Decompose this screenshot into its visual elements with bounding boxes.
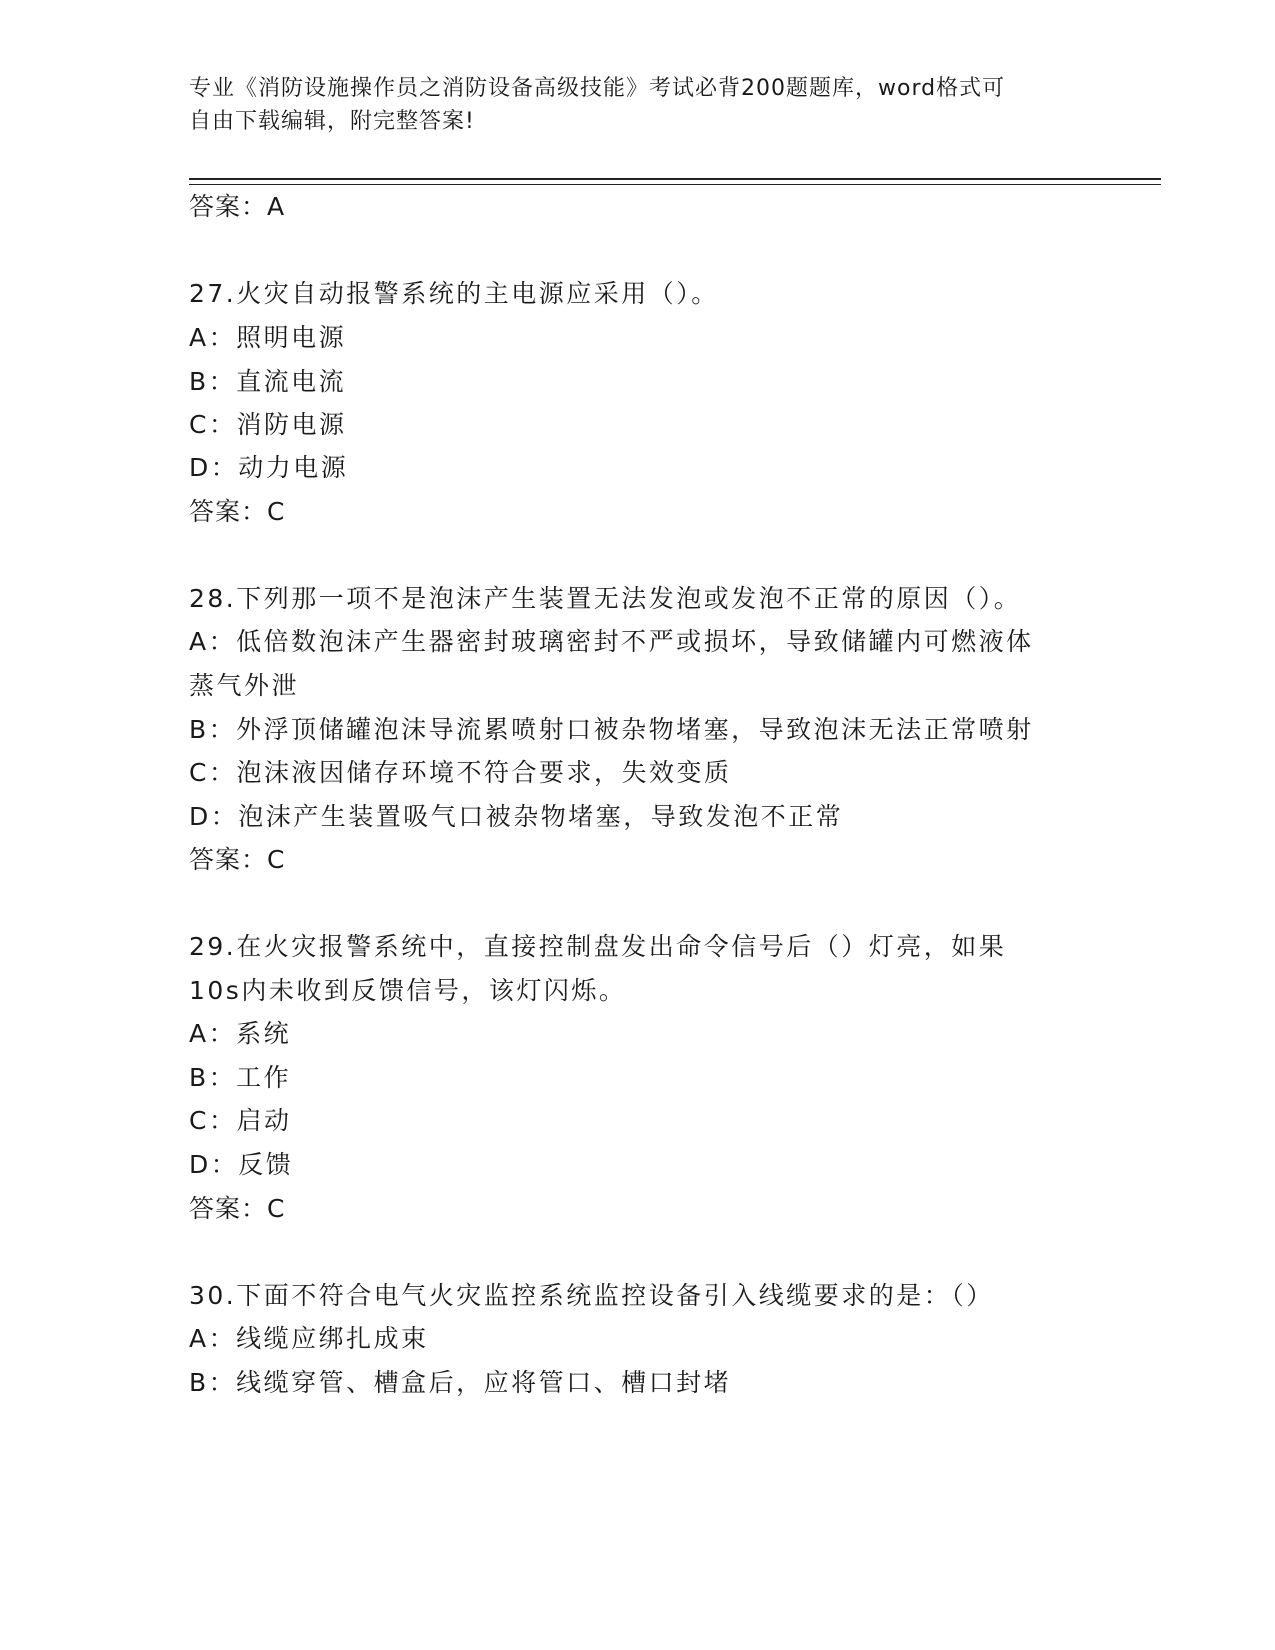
question-28-answer: 答案：C	[189, 845, 286, 874]
question-28-text: 28.下列那一项不是泡沫产生装置无法发泡或发泡不正常的原因（）。	[189, 584, 1022, 613]
question-28-option-c: C：泡沫液因储存环境不符合要求，失效变质	[189, 758, 732, 787]
previous-answer: 答案：A	[189, 192, 286, 221]
question-29-option-b: B：工作	[189, 1063, 292, 1092]
question-29-option-c: C：启动	[189, 1106, 292, 1135]
question-27-option-b: B：直流电流	[189, 367, 347, 396]
question-27-option-c: C：消防电源	[189, 410, 347, 439]
question-27-text: 27.火灾自动报警系统的主电源应采用（）。	[189, 279, 719, 308]
question-28-option-a-line-1: A：低倍数泡沫产生器密封玻璃密封不严或损坏，导致储罐内可燃液体	[189, 627, 1034, 656]
question-28-option-a-line-2: 蒸气外泄	[189, 671, 300, 700]
question-28-option-b: B：外浮顶储罐泡沫导流累喷射口被杂物堵塞，导致泡沫无法正常喷射	[189, 715, 1034, 744]
document-header	[189, 72, 1089, 138]
question-27-option-a: A：照明电源	[189, 323, 347, 352]
question-28-option-d: D：泡沫产生装置吸气口被杂物堵塞，导致发泡不正常	[189, 802, 844, 831]
header-line-2: 自由下载编辑，附完整答案!	[189, 109, 475, 134]
question-30-option-a: A：线缆应绑扎成束	[189, 1324, 429, 1353]
question-27-option-d: D：动力电源	[189, 453, 349, 482]
question-29-text-line-2: 10s内未收到反馈信号，该灯闪烁。	[189, 976, 627, 1005]
header-line-1: 专业《消防设施操作员之消防设备高级技能》考试必背200题题库，word格式可	[189, 76, 1006, 101]
question-29-option-a: A：系统	[189, 1019, 292, 1048]
question-29-option-d: D：反馈	[189, 1150, 294, 1179]
question-30-option-b: B：线缆穿管、槽盒后，应将管口、槽口封堵	[189, 1368, 732, 1397]
question-29-text-line-1: 29.在火灾报警系统中，直接控制盘发出命令信号后（）灯亮，如果	[189, 932, 1007, 961]
header-divider-thin	[189, 184, 1161, 185]
question-30-text: 30.下面不符合电气火灾监控系统监控设备引入线缆要求的是：（）	[189, 1281, 994, 1310]
question-27-answer: 答案：C	[189, 497, 286, 526]
header-divider-thick	[189, 178, 1161, 180]
question-29-answer: 答案：C	[189, 1194, 286, 1223]
